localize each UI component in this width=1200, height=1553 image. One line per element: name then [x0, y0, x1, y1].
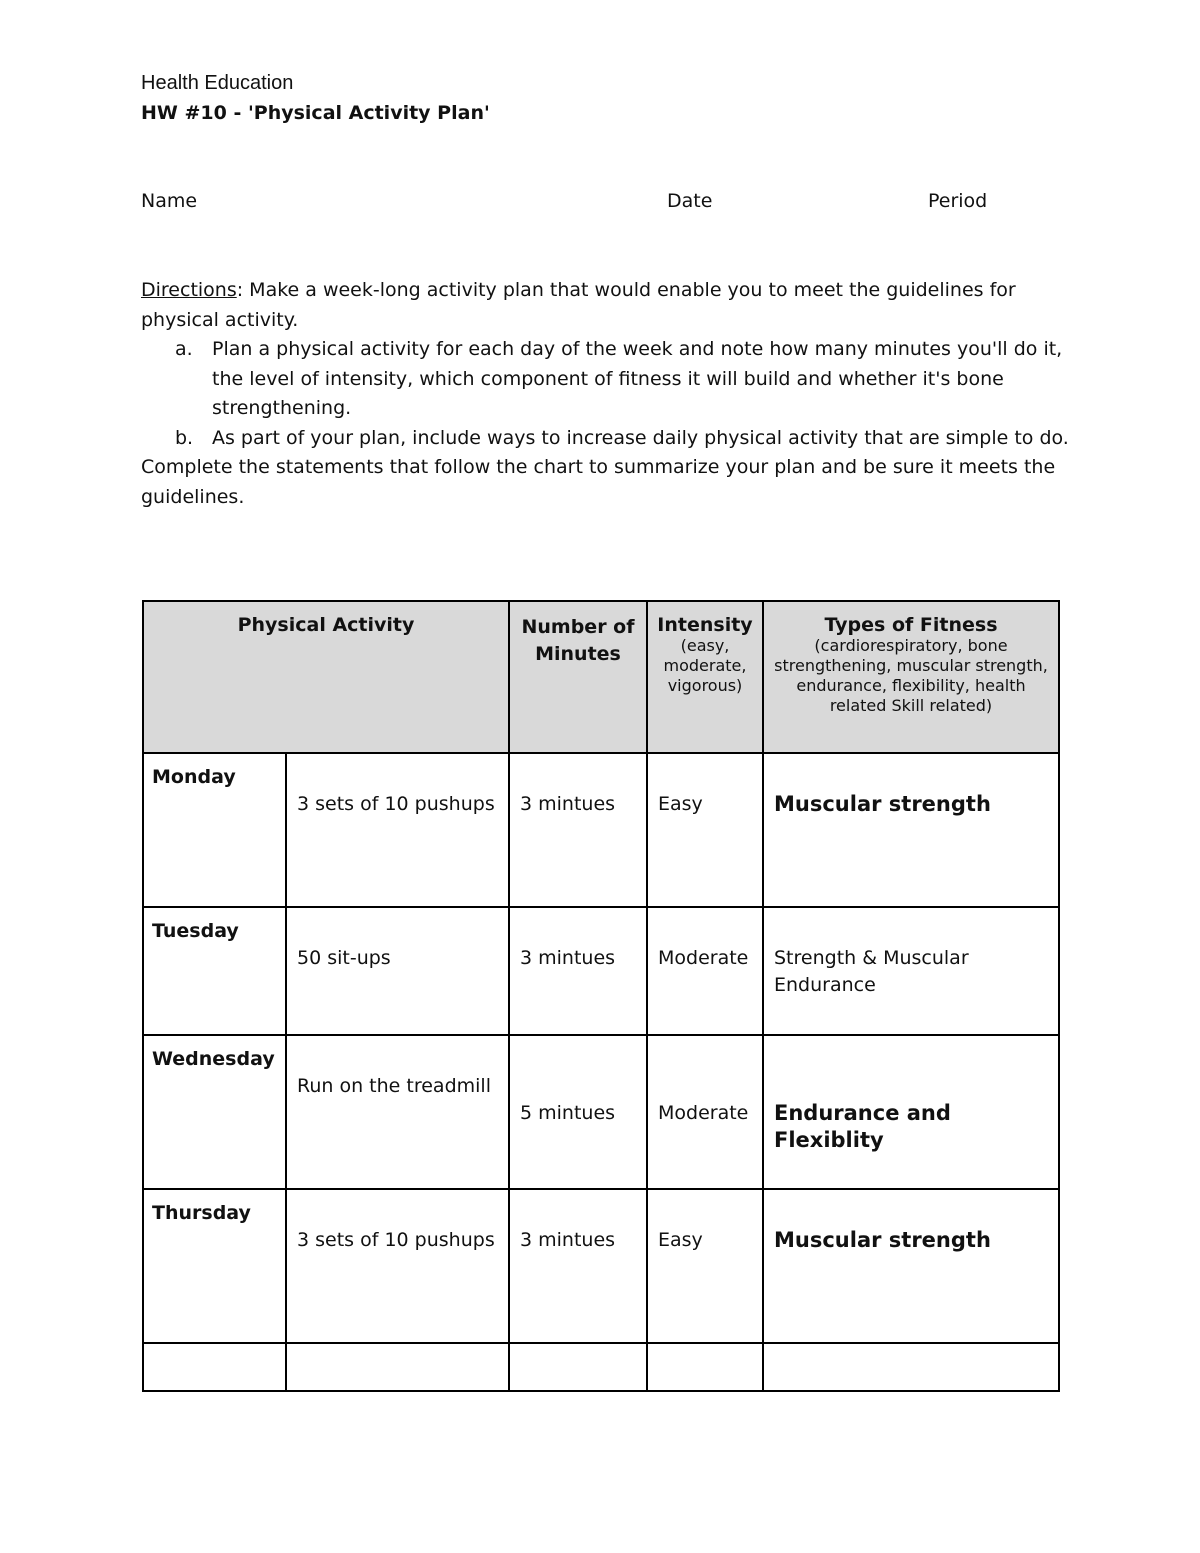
- list-marker: a.: [175, 338, 193, 360]
- fitness-cell: Endurance and Flexiblity: [763, 1035, 1059, 1189]
- activity-cell: 3 sets of 10 pushups: [286, 1189, 509, 1343]
- directions-label: Directions: [141, 279, 237, 301]
- directions-closing: Complete the statements that follow the chart to summarize your plan and be sure it meets the guidelines.: [141, 456, 1056, 508]
- directions-item-b: [141, 424, 1071, 454]
- table-row-empty: [143, 1343, 1059, 1391]
- fitness-cell: Muscular strength: [763, 753, 1059, 907]
- table-row: [143, 1189, 1059, 1343]
- intensity-cell: Easy: [647, 753, 763, 907]
- intensity-cell: [647, 1343, 763, 1391]
- minutes-cell: 3 mintues: [509, 1189, 647, 1343]
- assignment-title: HW #10 - 'Physical Activity Plan': [141, 102, 490, 124]
- intensity-cell: Moderate: [647, 907, 763, 1035]
- minutes-cell: 3 mintues: [509, 753, 647, 907]
- day-cell: Wednesday: [143, 1035, 286, 1189]
- intensity-cell: Moderate: [647, 1035, 763, 1189]
- minutes-cell: [509, 1343, 647, 1391]
- activity-cell: [286, 1343, 509, 1391]
- date-field-label: Date: [667, 190, 713, 212]
- activity-plan-table: [142, 600, 1060, 1392]
- table-row: [143, 753, 1059, 907]
- directions-item-text: As part of your plan, include ways to increase daily physical activity that are simple to do.: [212, 426, 1069, 449]
- day-cell: Thursday: [143, 1189, 286, 1343]
- list-marker: b.: [175, 426, 194, 449]
- fitness-cell: Strength & Muscular Endurance: [763, 907, 1059, 1035]
- fitness-note: (cardiorespiratory, bone strengthening, muscular strength, endurance, flexibility, health related Skill related): [774, 636, 1048, 715]
- header-number-of-minutes: Number of Minutes: [509, 601, 647, 753]
- table-row: [143, 1035, 1059, 1189]
- period-field-label: Period: [928, 190, 988, 212]
- minutes-cell: 5 mintues: [509, 1035, 647, 1189]
- directions-item-a: [141, 335, 1071, 424]
- directions-intro-text: : Make a week-long activity plan that would enable you to meet the guidelines for physical activity.: [141, 279, 1016, 331]
- name-field-label: Name: [141, 190, 198, 212]
- intensity-cell: Easy: [647, 1189, 763, 1343]
- course-title: Health Education: [141, 72, 294, 94]
- directions-block: [141, 276, 1071, 512]
- day-cell: Monday: [143, 753, 286, 907]
- fitness-cell: [763, 1343, 1059, 1391]
- day-cell: Tuesday: [143, 907, 286, 1035]
- minutes-cell: 3 mintues: [509, 907, 647, 1035]
- activity-cell: 50 sit-ups: [286, 907, 509, 1035]
- intensity-note: (easy, moderate, vigorous): [663, 636, 747, 695]
- activity-cell: Run on the treadmill: [286, 1035, 509, 1189]
- header-types-of-fitness: Types of Fitness (cardiorespiratory, bone strengthening, muscular strength, endurance, flexibility, health related Skill related): [763, 601, 1059, 753]
- fitness-cell: Muscular strength: [763, 1189, 1059, 1343]
- directions-item-text: Plan a physical activity for each day of the week and note how many minutes you'll do it, the level of intensity, which component of fitness it will build and whether it's bone strengthening.: [212, 338, 1063, 419]
- table-header-row: [143, 601, 1059, 753]
- table-row: [143, 907, 1059, 1035]
- directions-intro: [141, 276, 1071, 335]
- header-physical-activity: Physical Activity: [143, 601, 509, 753]
- day-cell: [143, 1343, 286, 1391]
- activity-cell: 3 sets of 10 pushups: [286, 753, 509, 907]
- header-intensity: Intensity (easy, moderate, vigorous): [647, 601, 763, 753]
